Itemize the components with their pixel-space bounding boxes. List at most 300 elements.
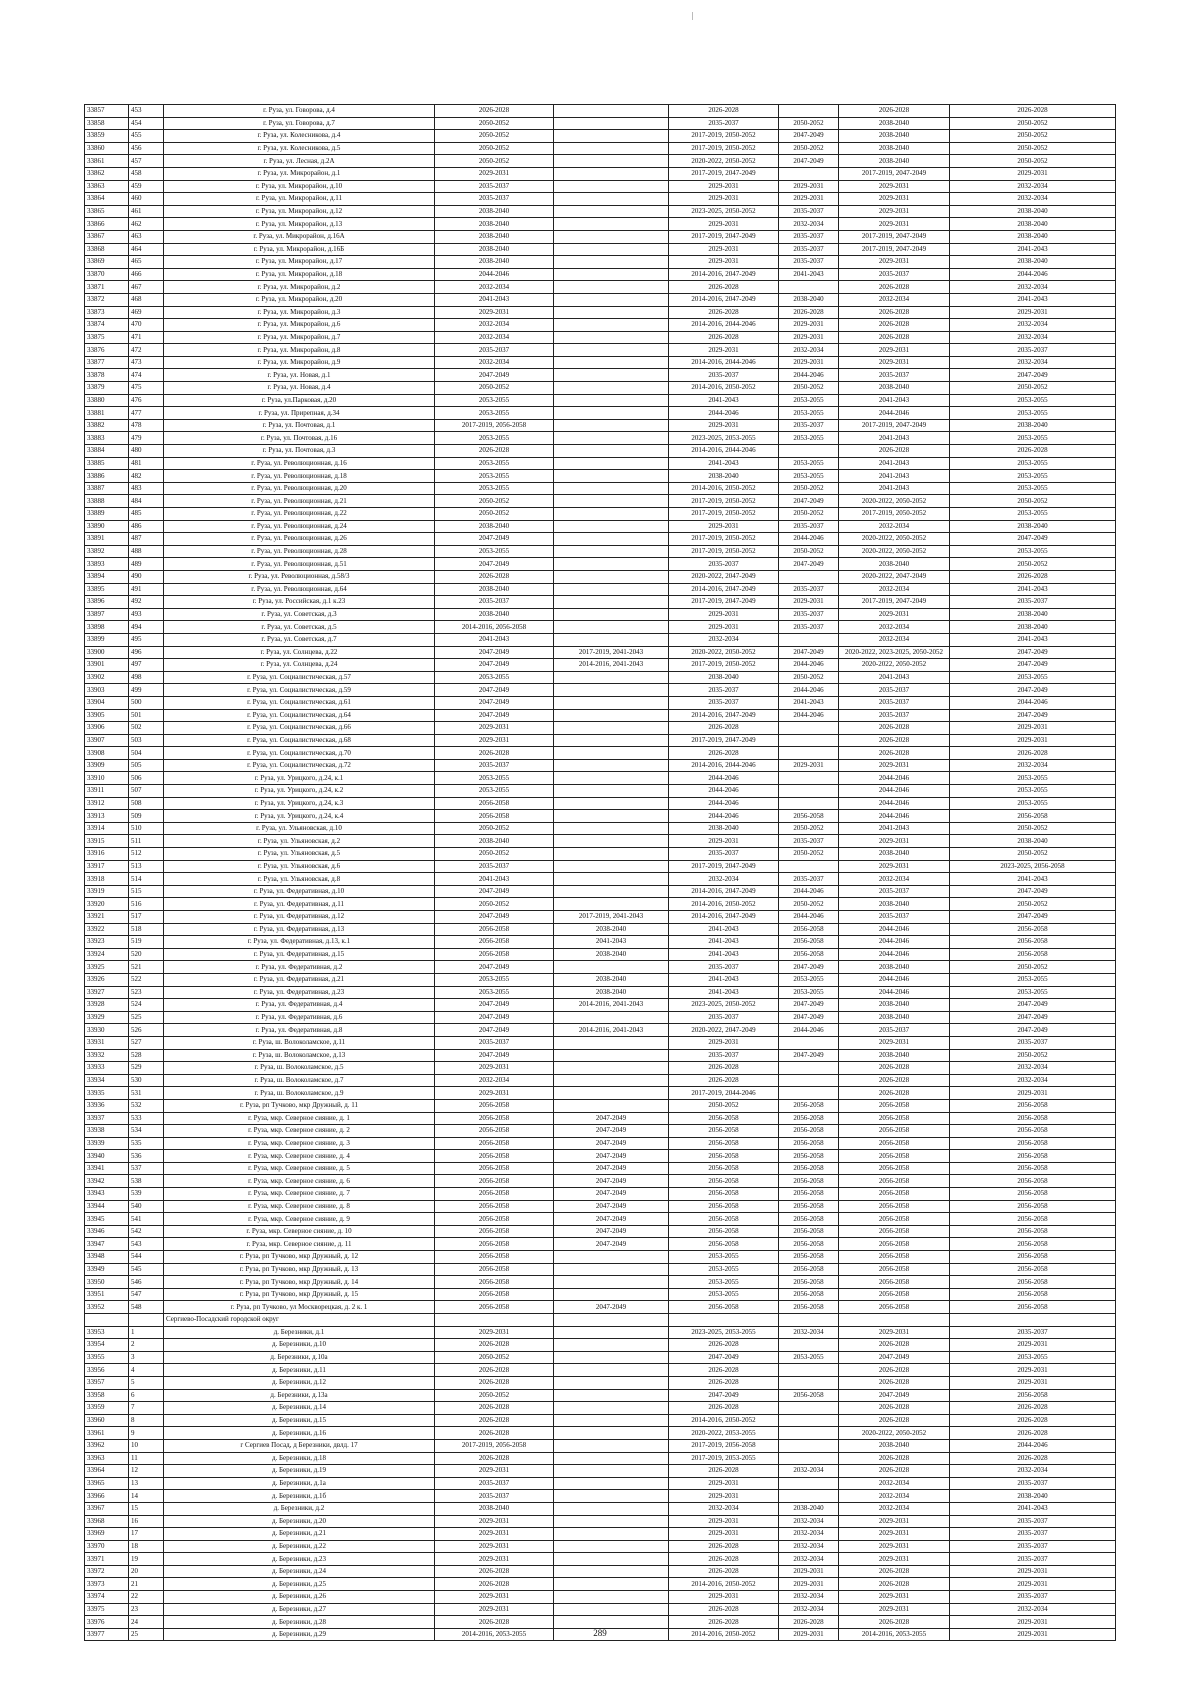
cell-period-e: 2038-2040 — [839, 382, 950, 395]
cell-period-c: 2014-2016, 2050-2052 — [669, 482, 779, 495]
cell-row-id: 33924 — [85, 948, 129, 961]
cell-period-d: 2050-2052 — [779, 545, 839, 558]
cell-period-e: 2026-2028 — [839, 331, 950, 344]
cell-period-b: 2047-2049 — [554, 1150, 669, 1163]
cell-period-b: 2047-2049 — [554, 1137, 669, 1150]
cell-period-a — [435, 1314, 554, 1327]
cell-address: г. Руза, ул. Советская, д.7 — [164, 633, 435, 646]
table-row — [85, 1326, 1116, 1339]
cell-local-number: 3 — [129, 1351, 164, 1364]
cell-address: г. Руза, ул. Почтовая, д.3 — [164, 445, 435, 458]
cell-period-e: 2029-2031 — [839, 759, 950, 772]
table-row — [85, 1074, 1116, 1087]
cell-period-d: 2056-2058 — [779, 1213, 839, 1226]
cell-period-c: 2014-2016, 2050-2052 — [669, 1414, 779, 1427]
cell-address: д. Березники, д.1а — [164, 1477, 435, 1490]
cell-local-number: 521 — [129, 961, 164, 974]
cell-period-d: 2041-2043 — [779, 696, 839, 709]
scan-artifact-mark — [692, 12, 693, 20]
cell-address: г. Руза, ул. Урицкого, д.24, к.3 — [164, 797, 435, 810]
cell-period-b — [554, 1087, 669, 1100]
cell-period-a: 2050-2052 — [435, 1351, 554, 1364]
cell-row-id: 33976 — [85, 1616, 129, 1629]
cell-period-d: 2047-2049 — [779, 961, 839, 974]
cell-local-number: 525 — [129, 1011, 164, 1024]
cell-local-number: 453 — [129, 105, 164, 118]
cell-period-d — [779, 1490, 839, 1503]
cell-period-b — [554, 256, 669, 269]
cell-local-number: 529 — [129, 1062, 164, 1075]
table-row — [85, 1024, 1116, 1037]
cell-period-f: 2056-2058 — [950, 1175, 1116, 1188]
cell-period-b — [554, 382, 669, 395]
cell-period-f: 2032-2034 — [950, 331, 1116, 344]
cell-period-e: 2038-2040 — [839, 961, 950, 974]
cell-local-number: 19 — [129, 1553, 164, 1566]
cell-local-number: 498 — [129, 671, 164, 684]
cell-period-f: 2047-2049 — [950, 659, 1116, 672]
cell-period-d — [779, 570, 839, 583]
cell-period-f: 2026-2028 — [950, 445, 1116, 458]
cell-period-e: 2026-2028 — [839, 319, 950, 332]
cell-period-d: 2035-2037 — [779, 873, 839, 886]
cell-address: г. Руза, ул. Микрорайон, д.9 — [164, 356, 435, 369]
cell-period-f: 2038-2040 — [950, 419, 1116, 432]
cell-local-number: 470 — [129, 319, 164, 332]
cell-local-number: 500 — [129, 696, 164, 709]
cell-row-id: 33894 — [85, 570, 129, 583]
cell-period-f: 2056-2058 — [950, 1213, 1116, 1226]
cell-period-a: 2050-2052 — [435, 117, 554, 130]
cell-period-e: 2035-2037 — [839, 709, 950, 722]
cell-row-id: 33965 — [85, 1477, 129, 1490]
cell-period-c: 2035-2037 — [669, 696, 779, 709]
cell-period-d: 2029-2031 — [779, 1565, 839, 1578]
cell-period-b — [554, 268, 669, 281]
table-row — [85, 633, 1116, 646]
cell-period-d — [779, 633, 839, 646]
cell-period-f: 2050-2052 — [950, 155, 1116, 168]
cell-address: г. Руза, рп Тучково, мкр Дружный, д. 14 — [164, 1276, 435, 1289]
cell-address: г. Руза, ул. Микрорайон, д.12 — [164, 205, 435, 218]
cell-period-d: 2056-2058 — [779, 1200, 839, 1213]
cell-local-number: 480 — [129, 445, 164, 458]
cell-address: г. Руза, ул. Социалистическая, д.64 — [164, 709, 435, 722]
cell-row-id: 33870 — [85, 268, 129, 281]
table-row — [85, 1502, 1116, 1515]
cell-period-d: 2053-2055 — [779, 986, 839, 999]
cell-period-d: 2047-2049 — [779, 155, 839, 168]
cell-period-b — [554, 1616, 669, 1629]
cell-address: г. Руза, мкр. Северное сияние, д. 9 — [164, 1213, 435, 1226]
cell-period-c: 2038-2040 — [669, 671, 779, 684]
cell-period-e: 2035-2037 — [839, 1024, 950, 1037]
cell-period-e: 2041-2043 — [839, 822, 950, 835]
cell-period-d: 2047-2049 — [779, 1049, 839, 1062]
cell-period-e: 2017-2019, 2047-2049 — [839, 419, 950, 432]
cell-period-b — [554, 1528, 669, 1541]
table-row — [85, 646, 1116, 659]
cell-period-d: 2056-2058 — [779, 936, 839, 949]
cell-row-id: 33864 — [85, 193, 129, 206]
cell-row-id: 33941 — [85, 1162, 129, 1175]
cell-period-f: 2038-2040 — [950, 205, 1116, 218]
table-row — [85, 785, 1116, 798]
cell-period-c: 2035-2037 — [669, 1049, 779, 1062]
cell-period-f: 2056-2058 — [950, 948, 1116, 961]
cell-row-id: 33913 — [85, 810, 129, 823]
cell-period-f: 2056-2058 — [950, 1125, 1116, 1138]
cell-period-b — [554, 520, 669, 533]
cell-row-id: 33928 — [85, 999, 129, 1012]
cell-row-id: 33910 — [85, 772, 129, 785]
cell-address: г. Руза, ул. Лесная, д.2А — [164, 155, 435, 168]
cell-period-c: 2017-2019, 2050-2052 — [669, 130, 779, 143]
cell-period-f: 2026-2028 — [950, 105, 1116, 118]
cell-row-id: 33921 — [85, 911, 129, 924]
cell-period-c: 2041-2043 — [669, 457, 779, 470]
cell-period-a: 2053-2055 — [435, 470, 554, 483]
cell-period-f: 2032-2034 — [950, 193, 1116, 206]
cell-period-d: 2047-2049 — [779, 558, 839, 571]
cell-row-id: 33951 — [85, 1288, 129, 1301]
table-row — [85, 696, 1116, 709]
cell-address: г. Руза, ул. Микрорайон, д.11 — [164, 193, 435, 206]
table-row — [85, 860, 1116, 873]
cell-period-d: 2053-2055 — [779, 457, 839, 470]
cell-address: г. Руза, рп Тучково, ул Москворецкая, д. 2 к. 1 — [164, 1301, 435, 1314]
cell-row-id: 33902 — [85, 671, 129, 684]
cell-row-id: 33945 — [85, 1213, 129, 1226]
cell-period-f: 2035-2037 — [950, 1540, 1116, 1553]
cell-period-e: 2032-2034 — [839, 873, 950, 886]
cell-local-number: 542 — [129, 1225, 164, 1238]
cell-row-id: 33895 — [85, 583, 129, 596]
cell-period-d: 2050-2052 — [779, 142, 839, 155]
cell-period-e: 2044-2046 — [839, 923, 950, 936]
cell-period-f: 2050-2052 — [950, 117, 1116, 130]
cell-period-b: 2047-2049 — [554, 1225, 669, 1238]
cell-period-e: 2038-2040 — [839, 142, 950, 155]
cell-period-b — [554, 848, 669, 861]
cell-period-f: 2032-2034 — [950, 1603, 1116, 1616]
table-row — [85, 1062, 1116, 1075]
cell-period-c: 2017-2019, 2050-2052 — [669, 545, 779, 558]
cell-period-a: 2056-2058 — [435, 1125, 554, 1138]
table-row — [85, 1578, 1116, 1591]
cell-period-b: 2047-2049 — [554, 1301, 669, 1314]
cell-period-e: 2044-2046 — [839, 936, 950, 949]
cell-period-e: 2056-2058 — [839, 1251, 950, 1264]
cell-period-f: 2050-2052 — [950, 848, 1116, 861]
table-row — [85, 1528, 1116, 1541]
cell-address: г. Руза, ул. Колесникова, д.4 — [164, 130, 435, 143]
cell-local-number: 545 — [129, 1263, 164, 1276]
cell-period-f: 2056-2058 — [950, 1263, 1116, 1276]
cell-period-c: 2020-2022, 2047-2049 — [669, 1024, 779, 1037]
cell-address: г. Руза, ул. Федеративная, д.10 — [164, 885, 435, 898]
cell-period-f: 2026-2028 — [950, 747, 1116, 760]
cell-local-number: 478 — [129, 419, 164, 432]
cell-period-b — [554, 1263, 669, 1276]
cell-period-b — [554, 1351, 669, 1364]
cell-period-f: 2035-2037 — [950, 1477, 1116, 1490]
cell-row-id: 33957 — [85, 1376, 129, 1389]
cell-period-c: 2017-2019, 2047-2049 — [669, 167, 779, 180]
cell-period-e: 2056-2058 — [839, 1213, 950, 1226]
cell-row-id: 33947 — [85, 1238, 129, 1251]
cell-address: д. Березники, д.22 — [164, 1540, 435, 1553]
cell-period-a: 2014-2016, 2053-2055 — [435, 1628, 554, 1641]
cell-address: г. Руза, ул. Почтовая, д.16 — [164, 432, 435, 445]
cell-local-number: 482 — [129, 470, 164, 483]
cell-period-c: 2029-2031 — [669, 1477, 779, 1490]
cell-period-b — [554, 167, 669, 180]
cell-period-b — [554, 344, 669, 357]
cell-local-number: 507 — [129, 785, 164, 798]
cell-local-number: 510 — [129, 822, 164, 835]
cell-local-number: 541 — [129, 1213, 164, 1226]
cell-address: г. Руза, ул. Микрорайон, д.3 — [164, 306, 435, 319]
cell-period-c: 2017-2019, 2047-2049 — [669, 230, 779, 243]
table-row — [85, 382, 1116, 395]
cell-period-f: 2050-2052 — [950, 495, 1116, 508]
table-row — [85, 1591, 1116, 1604]
cell-period-b — [554, 457, 669, 470]
cell-period-a: 2056-2058 — [435, 1288, 554, 1301]
cell-period-d: 2056-2058 — [779, 1225, 839, 1238]
cell-address: Сергиево-Посадский городской округ — [164, 1314, 435, 1327]
cell-period-c: 2023-2025, 2050-2052 — [669, 999, 779, 1012]
cell-period-a: 2056-2058 — [435, 1150, 554, 1163]
cell-period-b — [554, 797, 669, 810]
cell-period-d: 2056-2058 — [779, 1301, 839, 1314]
cell-period-b — [554, 394, 669, 407]
table-row — [85, 230, 1116, 243]
cell-period-f: 2032-2034 — [950, 281, 1116, 294]
cell-period-b — [554, 1376, 669, 1389]
cell-period-e: 2029-2031 — [839, 1528, 950, 1541]
cell-period-f: 2032-2034 — [950, 1074, 1116, 1087]
cell-period-a: 2050-2052 — [435, 508, 554, 521]
table-row — [85, 256, 1116, 269]
cell-period-d — [779, 797, 839, 810]
cell-row-id: 33942 — [85, 1175, 129, 1188]
cell-period-e: 2056-2058 — [839, 1200, 950, 1213]
table-row — [85, 508, 1116, 521]
cell-period-c: 2044-2046 — [669, 810, 779, 823]
cell-local-number: 547 — [129, 1288, 164, 1301]
cell-period-a: 2056-2058 — [435, 1213, 554, 1226]
table-row — [85, 1402, 1116, 1415]
cell-period-a: 2026-2028 — [435, 1364, 554, 1377]
cell-row-id: 33901 — [85, 659, 129, 672]
cell-period-f: 2038-2040 — [950, 520, 1116, 533]
cell-period-a: 2026-2028 — [435, 1565, 554, 1578]
cell-period-a: 2038-2040 — [435, 243, 554, 256]
cell-period-a: 2053-2055 — [435, 986, 554, 999]
cell-period-d: 2053-2055 — [779, 394, 839, 407]
table-row — [85, 1150, 1116, 1163]
cell-address: г. Руза, ул. Микрорайон, д.13 — [164, 218, 435, 231]
cell-period-e: 2056-2058 — [839, 1175, 950, 1188]
cell-period-e: 2026-2028 — [839, 1578, 950, 1591]
table-row — [85, 1137, 1116, 1150]
cell-period-a: 2056-2058 — [435, 1112, 554, 1125]
cell-row-id: 33919 — [85, 885, 129, 898]
cell-address: д. Березники, д.11 — [164, 1364, 435, 1377]
cell-period-d: 2032-2034 — [779, 1326, 839, 1339]
cell-row-id: 33899 — [85, 633, 129, 646]
cell-period-f: 2029-2031 — [950, 1087, 1116, 1100]
cell-period-d: 2056-2058 — [779, 1238, 839, 1251]
cell-period-e: 2044-2046 — [839, 948, 950, 961]
cell-local-number: 502 — [129, 722, 164, 735]
table-row — [85, 1553, 1116, 1566]
cell-period-f: 2032-2034 — [950, 759, 1116, 772]
cell-period-c: 2056-2058 — [669, 1225, 779, 1238]
cell-period-e: 2026-2028 — [839, 1616, 950, 1629]
cell-period-c: 2044-2046 — [669, 772, 779, 785]
cell-period-e: 2026-2028 — [839, 1465, 950, 1478]
cell-period-a: 2026-2028 — [435, 747, 554, 760]
cell-local-number: 492 — [129, 596, 164, 609]
cell-period-a: 2041-2043 — [435, 293, 554, 306]
cell-address: г. Руза, ул. Колесникова, д.5 — [164, 142, 435, 155]
cell-local-number: 493 — [129, 608, 164, 621]
cell-period-a: 2047-2049 — [435, 558, 554, 571]
cell-period-d: 2047-2049 — [779, 495, 839, 508]
table-row — [85, 457, 1116, 470]
cell-period-a: 2029-2031 — [435, 1515, 554, 1528]
cell-period-d: 2056-2058 — [779, 1112, 839, 1125]
cell-row-id: 33891 — [85, 533, 129, 546]
cell-period-f: 2053-2055 — [950, 482, 1116, 495]
cell-period-d: 2029-2031 — [779, 319, 839, 332]
cell-period-f: 2047-2049 — [950, 646, 1116, 659]
cell-period-a: 2050-2052 — [435, 822, 554, 835]
cell-period-c: 2026-2028 — [669, 1603, 779, 1616]
cell-period-d: 2035-2037 — [779, 583, 839, 596]
cell-period-d: 2032-2034 — [779, 1591, 839, 1604]
cell-local-number: 12 — [129, 1465, 164, 1478]
cell-period-c: 2017-2019, 2050-2052 — [669, 659, 779, 672]
cell-period-c: 2029-2031 — [669, 1036, 779, 1049]
cell-local-number: 497 — [129, 659, 164, 672]
cell-period-d: 2044-2046 — [779, 885, 839, 898]
cell-period-e: 2044-2046 — [839, 973, 950, 986]
cell-address: д. Березники, д.15 — [164, 1414, 435, 1427]
cell-local-number: 8 — [129, 1414, 164, 1427]
cell-period-b — [554, 193, 669, 206]
cell-period-f: 2035-2037 — [950, 1591, 1116, 1604]
cell-period-a: 2047-2049 — [435, 1011, 554, 1024]
cell-period-f: 2053-2055 — [950, 470, 1116, 483]
cell-period-b — [554, 369, 669, 382]
table-row — [85, 533, 1116, 546]
cell-period-f: 2032-2034 — [950, 356, 1116, 369]
cell-period-a: 2053-2055 — [435, 785, 554, 798]
cell-row-id: 33939 — [85, 1137, 129, 1150]
cell-period-a: 2038-2040 — [435, 583, 554, 596]
cell-period-c: 2017-2019, 2050-2052 — [669, 495, 779, 508]
cell-local-number: 520 — [129, 948, 164, 961]
cell-period-a: 2026-2028 — [435, 1376, 554, 1389]
cell-period-f: 2029-2031 — [950, 734, 1116, 747]
cell-row-id: 33961 — [85, 1427, 129, 1440]
cell-period-f: 2029-2031 — [950, 722, 1116, 735]
cell-period-e: 2032-2034 — [839, 1477, 950, 1490]
cell-period-f — [950, 1314, 1116, 1327]
cell-period-e: 2032-2034 — [839, 520, 950, 533]
cell-local-number: 526 — [129, 1024, 164, 1037]
cell-local-number: 455 — [129, 130, 164, 143]
cell-period-b — [554, 470, 669, 483]
table-row — [85, 482, 1116, 495]
table-row — [85, 268, 1116, 281]
cell-period-c: 2029-2031 — [669, 1528, 779, 1541]
cell-period-e: 2041-2043 — [839, 470, 950, 483]
cell-local-number: 462 — [129, 218, 164, 231]
cell-local-number: 524 — [129, 999, 164, 1012]
cell-address: г. Руза, рп Тучково, мкр Дружный, д. 13 — [164, 1263, 435, 1276]
cell-period-e: 2026-2028 — [839, 722, 950, 735]
cell-period-b — [554, 533, 669, 546]
cell-period-b — [554, 1364, 669, 1377]
cell-period-f: 2026-2028 — [950, 1402, 1116, 1415]
table-row — [85, 772, 1116, 785]
cell-period-c: 2056-2058 — [669, 1188, 779, 1201]
cell-period-d — [779, 1376, 839, 1389]
cell-period-b — [554, 608, 669, 621]
cell-period-c: 2029-2031 — [669, 1490, 779, 1503]
cell-period-b — [554, 722, 669, 735]
cell-period-e: 2038-2040 — [839, 848, 950, 861]
cell-address: г. Руза, мкр. Северное сияние, д. 6 — [164, 1175, 435, 1188]
cell-address: д. Березники, д.23 — [164, 1553, 435, 1566]
cell-address: г. Руза, ул. Новая, д.1 — [164, 369, 435, 382]
cell-period-e: 2020-2022, 2023-2025, 2050-2052 — [839, 646, 950, 659]
cell-period-c: 2032-2034 — [669, 873, 779, 886]
cell-period-d — [779, 445, 839, 458]
cell-period-b — [554, 205, 669, 218]
table-row — [85, 545, 1116, 558]
table-row — [85, 1414, 1116, 1427]
cell-period-c: 2026-2028 — [669, 1376, 779, 1389]
cell-period-a: 2056-2058 — [435, 797, 554, 810]
cell-period-d: 2050-2052 — [779, 822, 839, 835]
cell-period-f: 2047-2049 — [950, 684, 1116, 697]
table-row — [85, 885, 1116, 898]
cell-period-d: 2050-2052 — [779, 117, 839, 130]
cell-period-f: 2026-2028 — [950, 570, 1116, 583]
cell-period-a: 2032-2034 — [435, 356, 554, 369]
cell-period-e: 2032-2034 — [839, 1502, 950, 1515]
cell-period-d — [779, 785, 839, 798]
cell-period-d: 2032-2034 — [779, 1603, 839, 1616]
cell-period-c: 2044-2046 — [669, 407, 779, 420]
cell-address: г. Руза, ул. Федеративная, д.11 — [164, 898, 435, 911]
cell-period-f: 2029-2031 — [950, 1364, 1116, 1377]
cell-period-a: 2032-2034 — [435, 281, 554, 294]
cell-row-id: 33931 — [85, 1036, 129, 1049]
cell-address: д. Березники, д.10 — [164, 1339, 435, 1352]
cell-address: г. Руза, ул. Микрорайон, д.8 — [164, 344, 435, 357]
cell-period-d: 2053-2055 — [779, 1351, 839, 1364]
cell-period-d: 2053-2055 — [779, 407, 839, 420]
cell-local-number: 515 — [129, 885, 164, 898]
table-row — [85, 596, 1116, 609]
